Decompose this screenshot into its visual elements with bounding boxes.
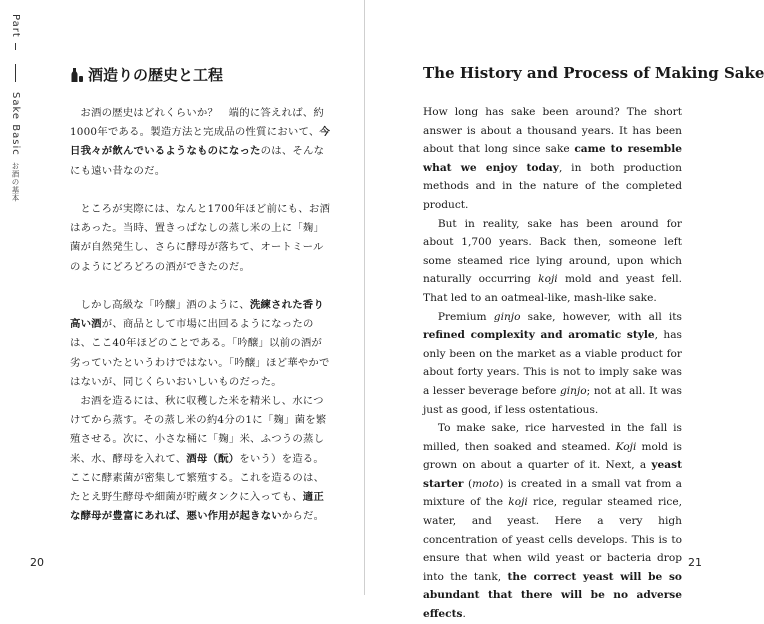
body-paragraph: [423, 215, 682, 308]
bold-text: 洗練された香り高い酒: [70, 299, 324, 331]
italic-text: ginjo: [493, 310, 521, 323]
body-paragraph: [423, 308, 682, 420]
body-paragraph: [70, 296, 332, 392]
side-tab-rule: [15, 64, 16, 82]
italic-text: ginjo: [560, 384, 587, 397]
body-paragraph: [70, 104, 332, 181]
text-run: をいう）を造る。ここに酵素菌が密集して繁殖する。これを造るのは、たとえ野生酵母や細菌が貯蔵タンクに入っても、: [70, 452, 325, 504]
text-run: が、商品として市場に出回るようになったのは、ここ40年ほどのことである。「吟醸」以前の酒が劣っていたというわけではない。「吟醸」ほど華やかではないが、同じくらいおいしいものだった。: [70, 318, 330, 388]
en-body-text: [423, 103, 682, 624]
text-run: To make sake, rice harvested in the fall is milled, then soaked and steamed.: [423, 422, 682, 453]
page-number-left: 20: [30, 556, 44, 569]
bold-text: 今日我々が飲んでいるようなものになった: [70, 126, 331, 158]
text-run: rice, regular steamed rice, water, and yeast. Here a very high concentration of yeast cells develops. This is to ensure that when wild yeast or bacteria drop into the tank,: [423, 496, 682, 583]
text-run: .: [462, 608, 466, 621]
bold-text: 酒母（酛）: [186, 452, 240, 465]
text-run: しかし高級な「吟醸」酒のように、: [80, 299, 250, 311]
jp-title-text: 酒造りの歴史と工程: [88, 66, 224, 84]
text-run: (: [463, 477, 473, 490]
text-run: How long has sake been around? The short answer is about a thousand years. It has been about that long since sake: [423, 106, 682, 156]
jp-body-text: [70, 104, 332, 526]
body-paragraph: [70, 200, 332, 277]
text-run: ) is created in a small vat from a mixture of the: [423, 477, 682, 509]
body-paragraph: [423, 103, 682, 215]
bold-text: yeast starter: [423, 459, 682, 490]
side-tab: [10, 14, 21, 202]
right-page: [365, 0, 764, 621]
text-run: からだ。: [281, 510, 325, 523]
italic-text: koji: [538, 273, 558, 286]
side-tab-sub: お酒の基本: [11, 161, 20, 202]
text-run: mold is grown on about a quarter of it. Next, a: [423, 440, 682, 472]
side-tab-part: Part Ⅰ: [10, 14, 21, 54]
body-paragraph: [70, 392, 332, 526]
bold-text: refined complexity and aromatic style: [423, 329, 655, 342]
text-run: mold and yeast fell. That led to an oatmeal-like, mash-like sake.: [423, 273, 682, 304]
text-run: , has only been on the market as a viable product for about forty years. This is not to imply sake was a lesser beverage before: [423, 329, 682, 397]
italic-text: koji: [508, 496, 528, 509]
text-run: But in reality, sake has been around for about 1,700 years. Back then, someone left some steamed rice lying around, upon which naturally occurring: [423, 217, 682, 286]
text-run: お酒の歴史はどれくらいか？ 端的に答えれば、約1000年である。製造方法と完成品の性質において、: [70, 107, 324, 139]
bold-text: the correct yeast will be so abundant that there will be no adverse effects: [423, 570, 683, 621]
en-section-title: The History and Process of Making Sake: [423, 64, 764, 82]
jp-section-title: [70, 64, 223, 85]
page-number-right: 21: [688, 556, 702, 569]
bold-text: came to resemble what we enjoy today: [423, 143, 682, 174]
text-run: sake, however, with all its: [520, 310, 682, 323]
text-run: Premium: [437, 310, 494, 323]
bold-text: 適正な酵母が豊富にあれば、悪い作用が起きない: [70, 491, 324, 523]
body-paragraph: [423, 419, 682, 624]
left-page: [0, 0, 364, 595]
text-run: ところが実際には、なんと1700年ほど前にも、お酒はあった。当時、置きっぱなしの蒸し米の上に「麹」菌が自然発生し、さらに酵母が落ちて、オートミールのようにどろどろの酒ができたのだ。: [70, 203, 331, 273]
italic-text: moto: [472, 477, 500, 490]
text-run: のは、そんなにも遠い昔なのだ。: [70, 145, 325, 177]
sake-bottle-icon: [70, 67, 84, 83]
text-run: お酒を造るには、秋に収穫した米を精米し、水につけてから蒸す。その蒸し米の約4分の1に「麹」菌を繁殖させる。次に、小さな桶に「麹」米、ふつうの蒸し米、水、酵母を入れて、: [70, 395, 327, 465]
text-run: , in both production methods and in the nature of the completed product.: [423, 161, 683, 211]
text-run: ; not at all. It was just as good, if less ostentatious.: [423, 384, 682, 416]
side-tab-section: Sake Basic: [10, 91, 21, 156]
italic-text: Koji: [615, 440, 637, 453]
